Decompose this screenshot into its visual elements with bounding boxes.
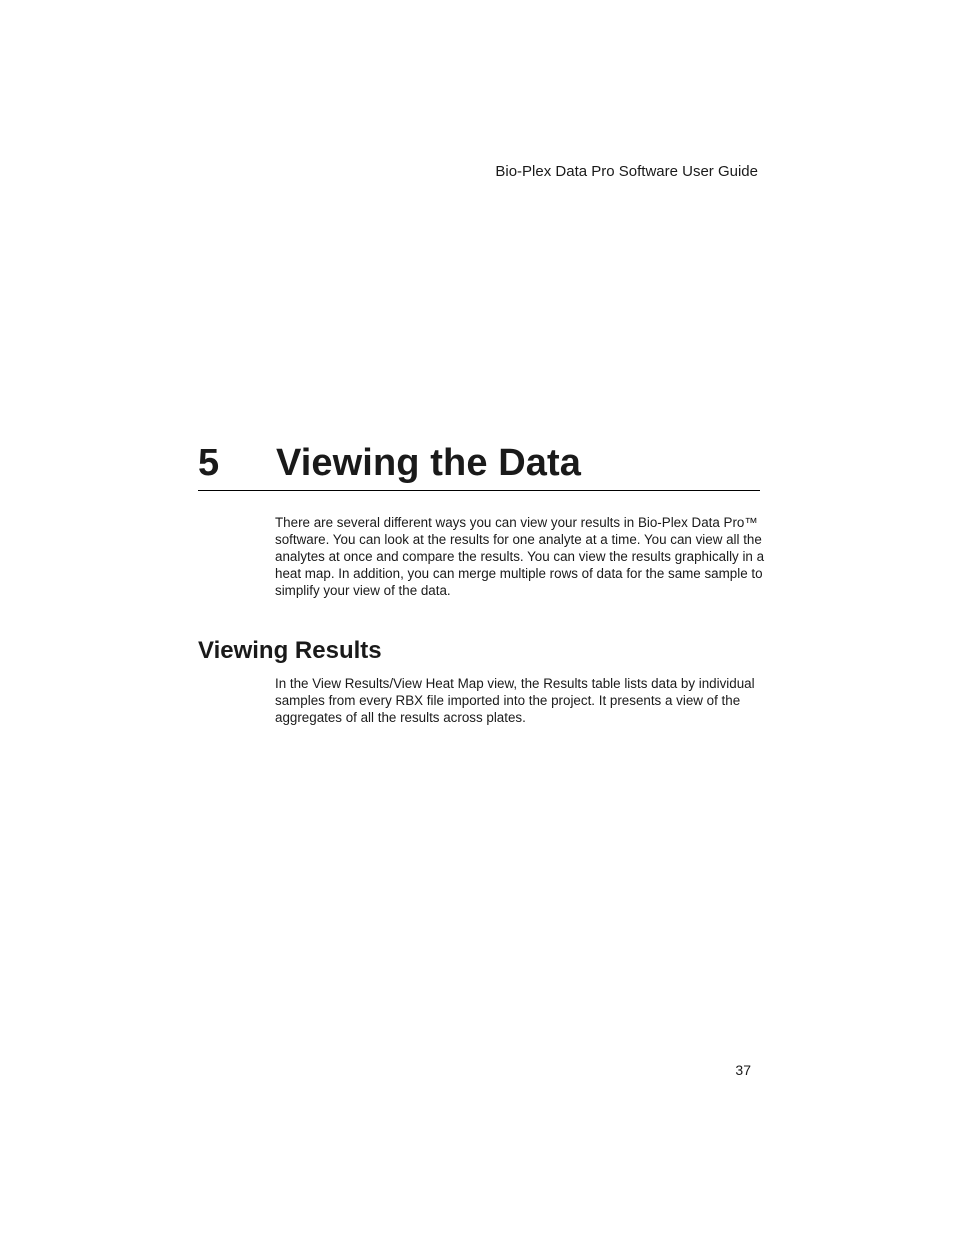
chapter-title: Viewing the Data [276,442,581,484]
chapter-intro-paragraph: There are several different ways you can view your results in Bio-Plex Data Pro™ software. You can look at the results for one analyte at a time. You can view all the analytes at once and compare the results. You can view the results graphically in a heat map. In addition, you can merge multiple rows of data for the same sample to simplify your view of the data. [275,515,765,598]
page-number: 37 [735,1062,751,1078]
chapter-number: 5 [198,442,220,484]
chapter-heading [198,440,760,491]
section-paragraph: In the View Results/View Heat Map view, the Results table lists data by individual samples from every RBX file imported into the project. It presents a view of the aggregates of all the results across plates. [275,676,755,725]
running-header: Bio-Plex Data Pro Software User Guide [495,163,758,180]
section-heading: Viewing Results [198,637,382,664]
